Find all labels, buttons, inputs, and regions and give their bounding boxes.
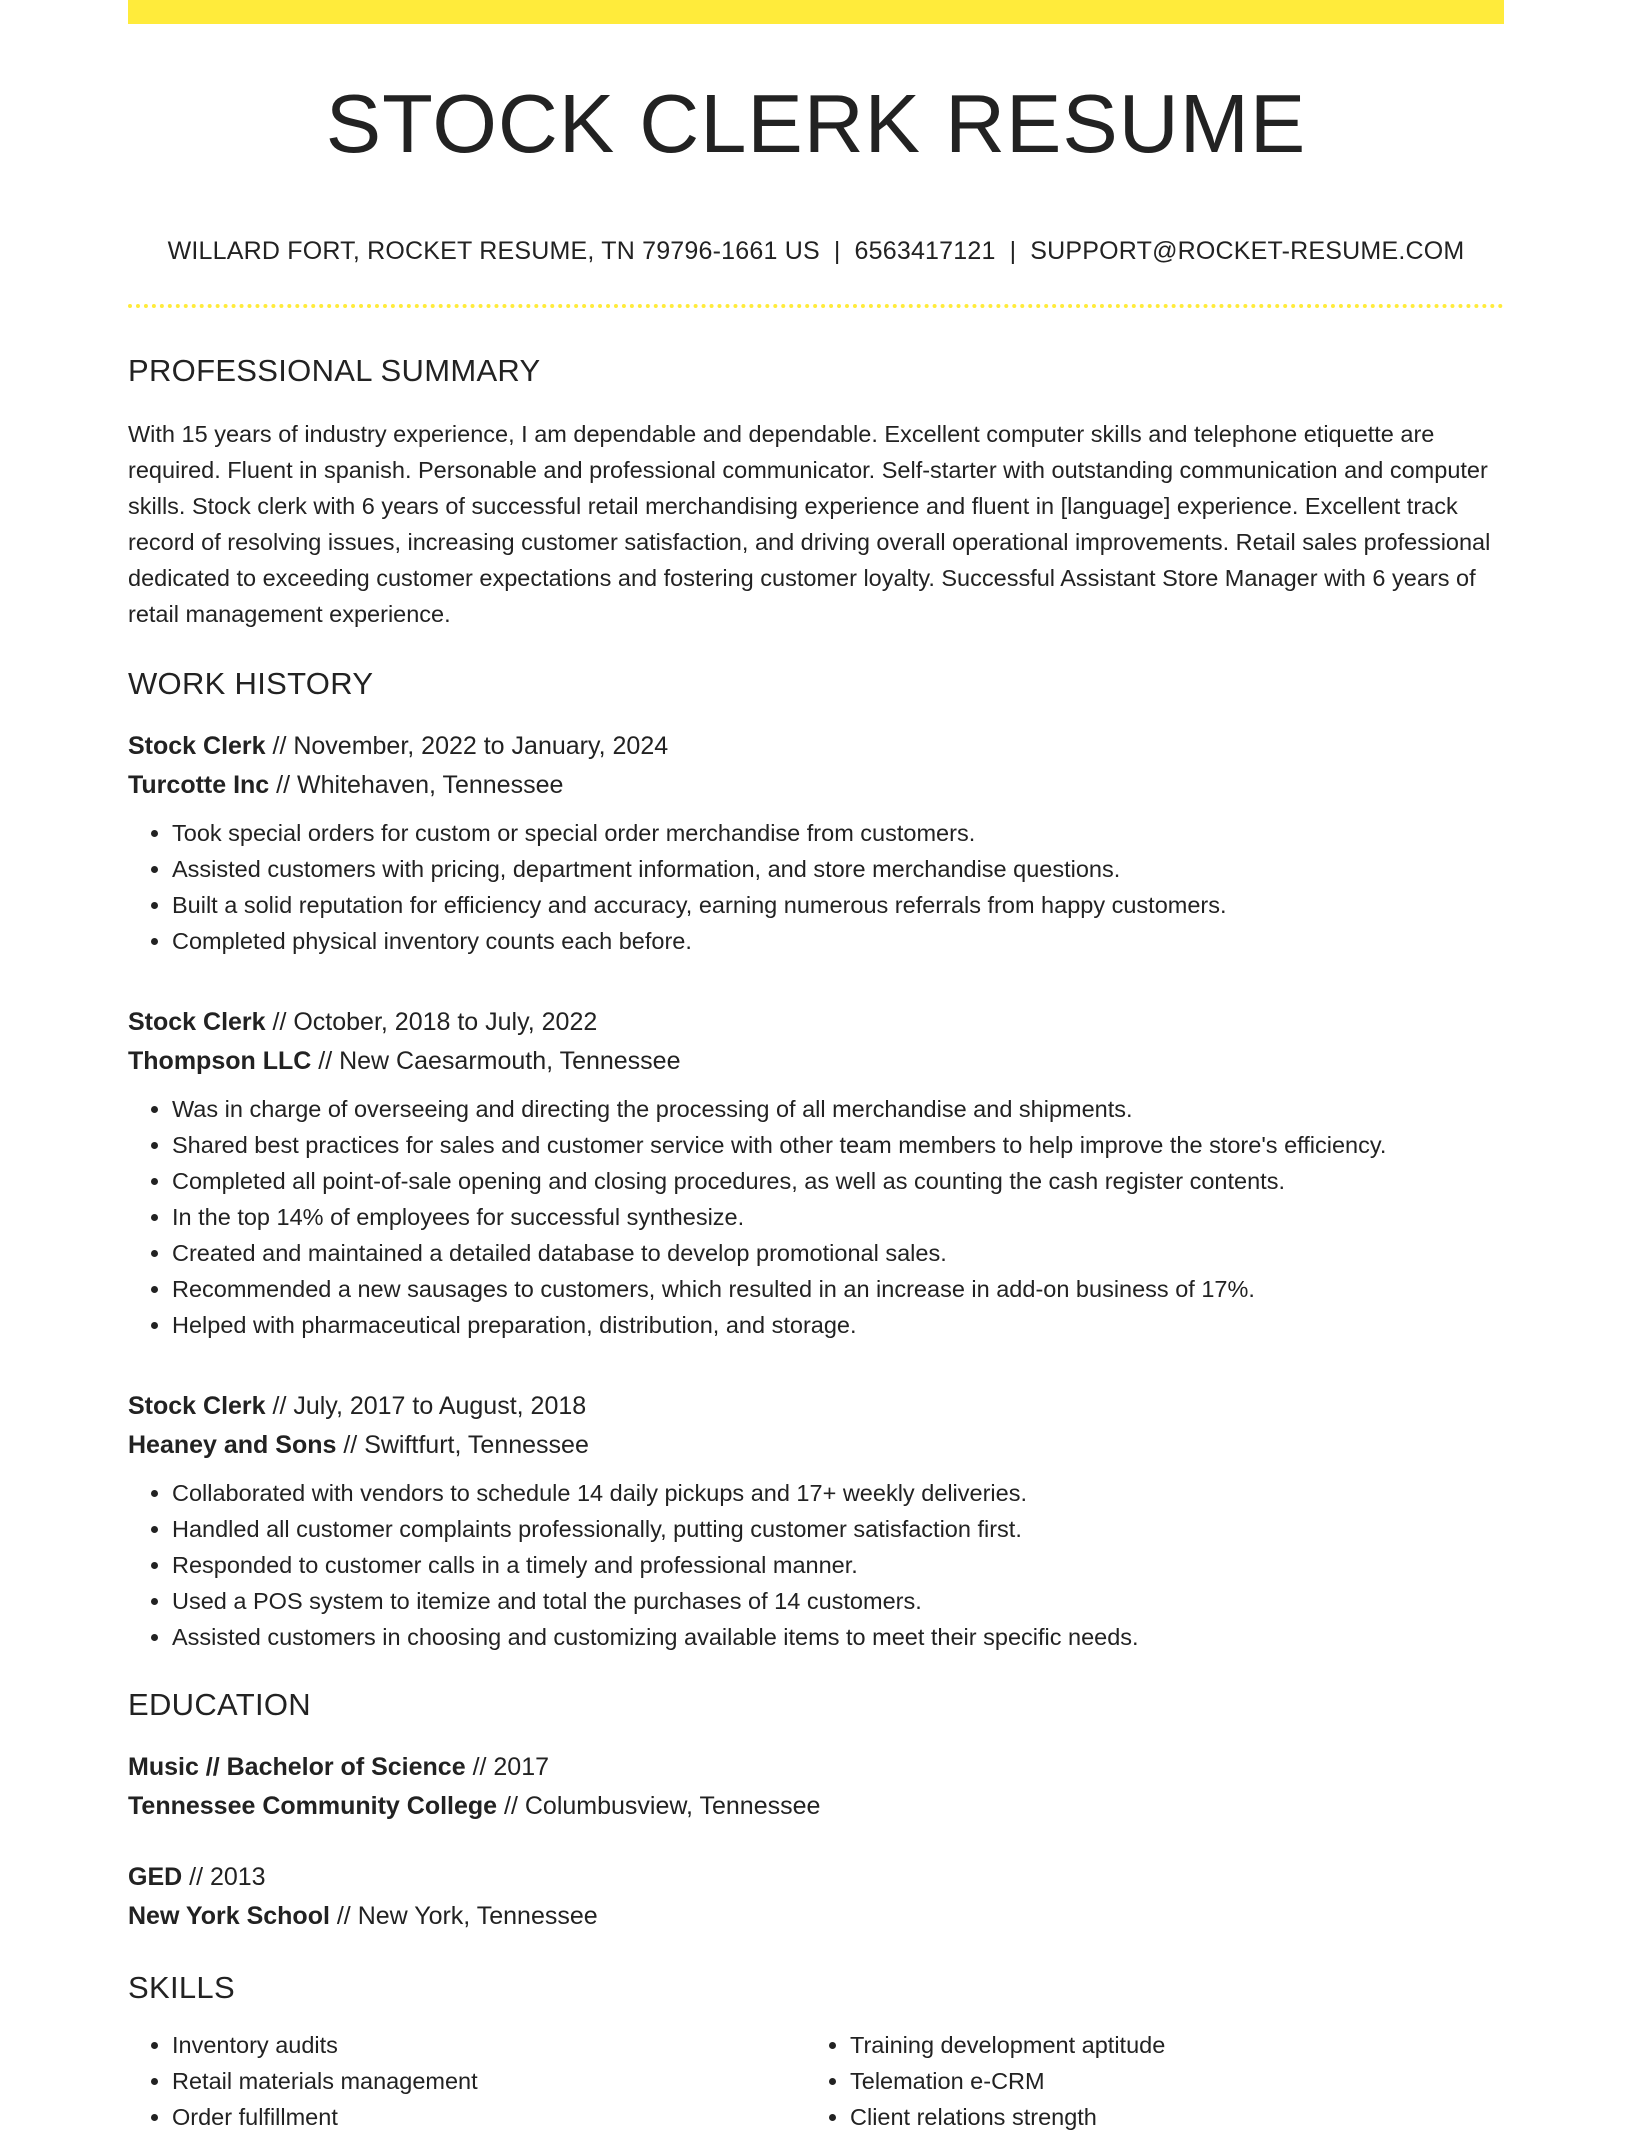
job-bullet: • Assisted customers with pricing, department information, and store merchandise questions. xyxy=(172,851,1504,887)
job-company-line xyxy=(128,1042,1504,1081)
skills-heading: SKILLS xyxy=(128,1970,235,2005)
job-bullet: • Shared best practices for sales and customer service with other team members to help improve the store's efficiency. xyxy=(172,1127,1504,1163)
contact-phone: 6563417121 xyxy=(854,237,996,265)
school-line xyxy=(128,1897,1504,1936)
job-dates: // October, 2018 to July, 2022 xyxy=(265,1008,598,1036)
job-bullet: • Assisted customers in choosing and customizing available items to meet their specific needs. xyxy=(172,1619,1504,1655)
contact-email: SUPPORT@ROCKET-RESUME.COM xyxy=(1030,237,1465,265)
job-bullet: • Helped with pharmaceutical preparation, distribution, and storage. xyxy=(172,1307,1504,1343)
skill-item: • Telemation e-CRM xyxy=(850,2063,1484,2099)
degree-line xyxy=(128,1858,1504,1897)
skills-list xyxy=(806,2027,1484,2135)
job-location: // Swiftfurt, Tennessee xyxy=(336,1431,589,1459)
job-bullet: • Completed all point-of-sale opening and closing procedures, as well as counting the cash register contents. xyxy=(172,1163,1504,1199)
job-location: // New Caesarmouth, Tennessee xyxy=(311,1047,681,1075)
job-title: Stock Clerk xyxy=(128,1008,266,1036)
job-title: Stock Clerk xyxy=(128,1392,266,1420)
contact-line xyxy=(128,239,1504,264)
school-location: // New York, Tennessee xyxy=(329,1902,598,1930)
school-line xyxy=(128,1787,1504,1826)
contact-separator: | xyxy=(1009,237,1017,265)
job-title-line xyxy=(128,1387,1504,1426)
job-company: Thompson LLC xyxy=(128,1047,312,1075)
job-company-line xyxy=(128,1426,1504,1465)
job-company: Heaney and Sons xyxy=(128,1431,337,1459)
job-bullet: • Created and maintained a detailed database to develop promotional sales. xyxy=(172,1235,1504,1271)
education-entry xyxy=(128,1858,1504,1936)
skill-item: • Order fulfillment xyxy=(172,2099,806,2135)
school: Tennessee Community College xyxy=(128,1792,498,1820)
job-title-line xyxy=(128,1003,1504,1042)
job-dates: // November, 2022 to January, 2024 xyxy=(265,732,669,760)
summary-heading: PROFESSIONAL SUMMARY xyxy=(128,353,541,388)
job-title-line xyxy=(128,727,1504,766)
skills-column-left xyxy=(128,2027,806,2135)
job-entry xyxy=(128,1387,1504,1655)
job-bullet: • Was in charge of overseeing and directing the processing of all merchandise and shipments. xyxy=(172,1091,1504,1127)
job-bullet: • Used a POS system to itemize and total the purchases of 14 customers. xyxy=(172,1583,1504,1619)
school-location: // Columbusview, Tennessee xyxy=(497,1792,821,1820)
job-bullet: • Took special orders for custom or special order merchandise from customers. xyxy=(172,815,1504,851)
job-bullet: • In the top 14% of employees for successful synthesize. xyxy=(172,1199,1504,1235)
degree: GED xyxy=(128,1863,183,1891)
contact-separator: | xyxy=(833,237,841,265)
degree-year: // 2013 xyxy=(182,1863,266,1891)
job-location: // Whitehaven, Tennessee xyxy=(269,771,564,799)
summary-text: With 15 years of industry experience, I am dependable and dependable. Excellent computer skills and telephone etiquette are required. Fluent in spanish. Personable and professional communicator. Self-starter with outstanding communication and computer skills. Stock clerk with 6 years of successful retail merchandising experience and fluent in [language] experience. Excellent track record of resolving issues, increasing customer satisfaction, and driving overall operational improvements. Retail sales professional dedicated to exceeding customer expectations and fostering customer loyalty. Successful Assistant Store Manager with 6 years of retail management experience. xyxy=(128,421,1491,627)
work-history-heading: WORK HISTORY xyxy=(128,666,374,701)
skill-item: • Retail materials management xyxy=(172,2063,806,2099)
accent-bar xyxy=(128,0,1504,24)
job-dates: // July, 2017 to August, 2018 xyxy=(265,1392,587,1420)
job-title: Stock Clerk xyxy=(128,732,266,760)
job-bullet: • Completed physical inventory counts each before. xyxy=(172,923,1504,959)
skill-item: • Inventory audits xyxy=(172,2027,806,2063)
job-entry xyxy=(128,1003,1504,1343)
skill-item: • Training development aptitude xyxy=(850,2027,1484,2063)
job-bullets xyxy=(128,1091,1504,1343)
job-bullet: • Recommended a new sausages to customers, which resulted in an increase in add-on business of 17%. xyxy=(172,1271,1504,1307)
job-bullet: • Collaborated with vendors to schedule 14 daily pickups and 17+ weekly deliveries. xyxy=(172,1475,1504,1511)
school: New York School xyxy=(128,1902,330,1930)
job-bullet: • Responded to customer calls in a timely and professional manner. xyxy=(172,1547,1504,1583)
job-company: Turcotte Inc xyxy=(128,771,270,799)
job-company-line xyxy=(128,766,1504,805)
contact-address: WILLARD FORT, ROCKET RESUME, TN 79796-1661 US xyxy=(167,237,820,265)
page-title: STOCK CLERK RESUME xyxy=(325,77,1307,170)
job-bullets xyxy=(128,1475,1504,1655)
resume-page xyxy=(128,0,1504,2135)
skills-list xyxy=(128,2027,806,2135)
dotted-divider xyxy=(128,304,1504,308)
degree: Music // Bachelor of Science xyxy=(128,1753,466,1781)
education-entry xyxy=(128,1748,1504,1826)
degree-year: // 2017 xyxy=(465,1753,550,1781)
job-bullet: • Handled all customer complaints professionally, putting customer satisfaction first. xyxy=(172,1511,1504,1547)
skills-columns xyxy=(128,2027,1504,2135)
job-entry xyxy=(128,727,1504,959)
job-bullets xyxy=(128,815,1504,959)
skill-item: • Client relations strength xyxy=(850,2099,1484,2135)
degree-line xyxy=(128,1748,1504,1787)
job-bullet: • Built a solid reputation for efficiency and accuracy, earning numerous referrals from happy customers. xyxy=(172,887,1504,923)
skills-column-right xyxy=(806,2027,1484,2135)
education-heading: EDUCATION xyxy=(128,1687,311,1722)
